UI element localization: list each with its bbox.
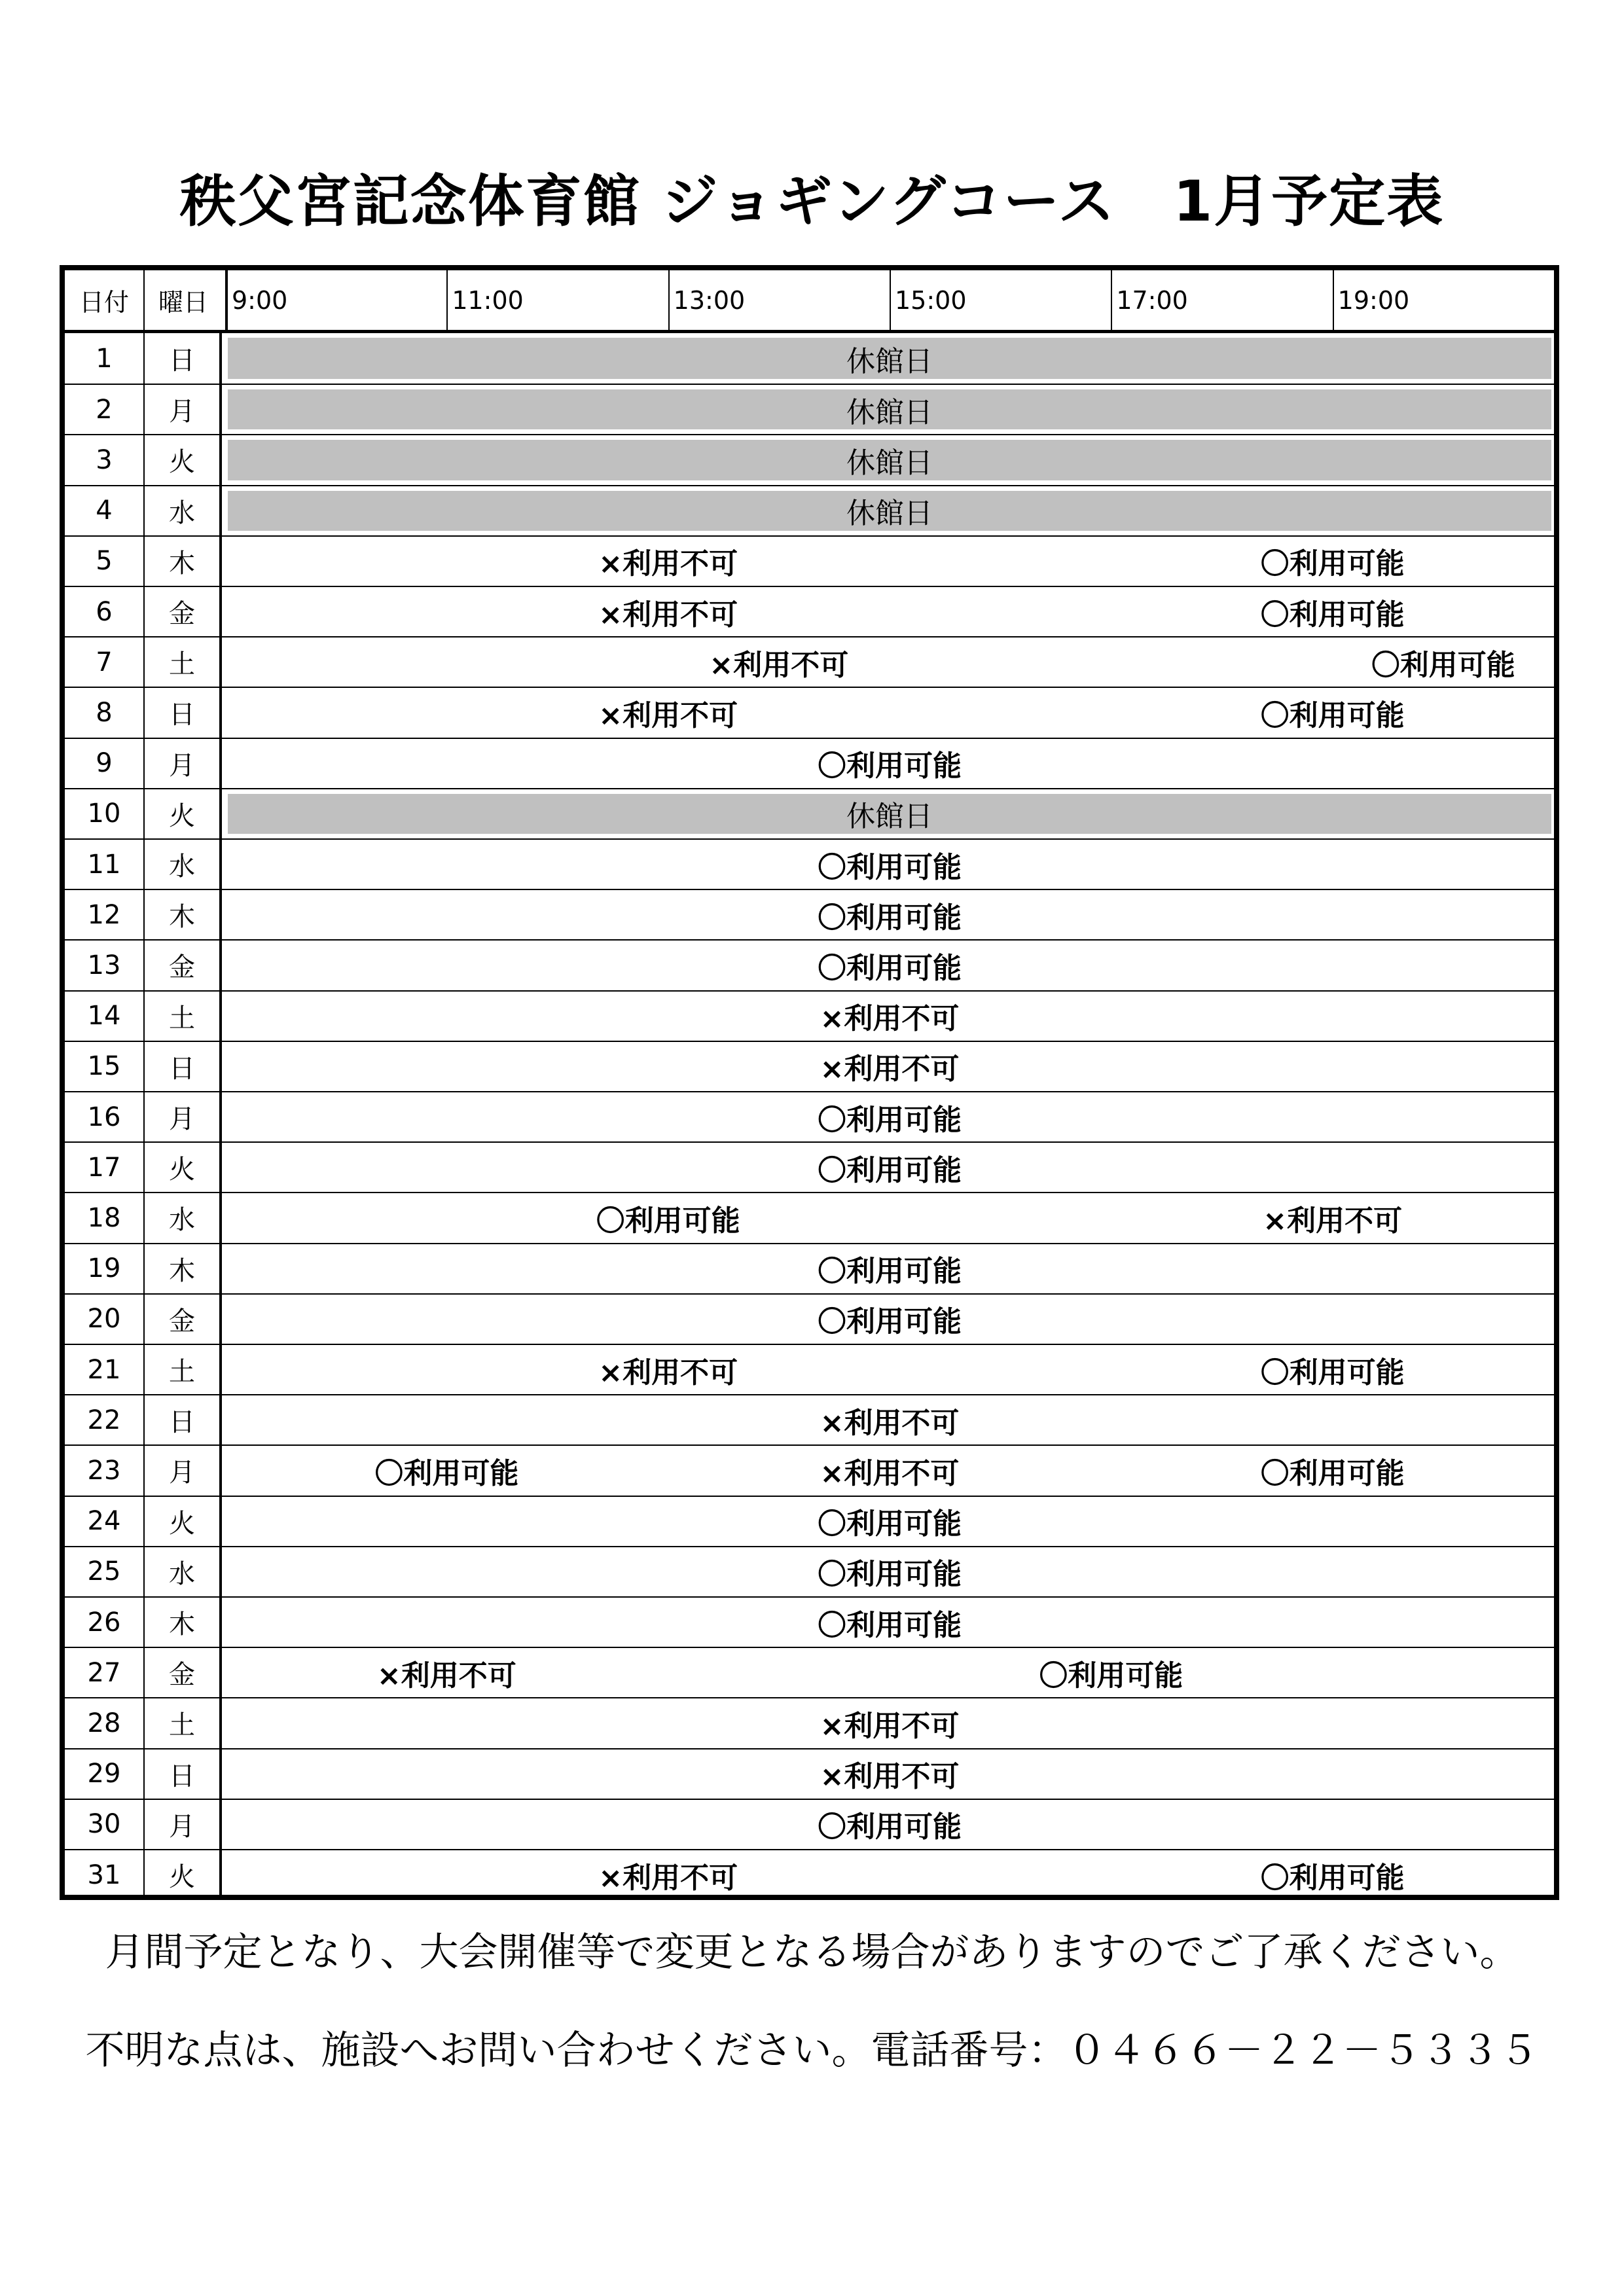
- table-row: [65, 1243, 1554, 1293]
- weekday-cell: 金: [143, 1648, 222, 1697]
- table-row: [65, 788, 1554, 838]
- weekday-cell: 日: [143, 1395, 222, 1444]
- date-cell: 4: [96, 495, 113, 526]
- table-row: [65, 1596, 1554, 1647]
- status-bar-unavailable: ×利用不可: [1263, 1204, 1403, 1238]
- time-tick-0: 9:00: [225, 270, 446, 330]
- table-row: [65, 1091, 1554, 1141]
- status-bar-available: 〇利用可能: [818, 951, 962, 985]
- weekday-cell: 火: [143, 1850, 222, 1899]
- weekday-cell: 土: [143, 1345, 222, 1394]
- date-cell: 27: [87, 1657, 121, 1688]
- status-bar-unavailable: ×利用不可: [820, 1760, 960, 1794]
- notice-schedule-change: 月間予定となり、大会開催等で変更となる場合がありますのでご了承ください。: [105, 1929, 1519, 1975]
- time-tick-4: 17:00: [1111, 270, 1332, 330]
- status-bar-unavailable: ×利用不可: [598, 698, 738, 732]
- date-cell: 15: [87, 1051, 121, 1082]
- status-bar-unavailable: ×利用不可: [820, 1052, 960, 1086]
- status-bar-available: 〇利用可能: [818, 1305, 962, 1339]
- status-bar-unavailable: ×利用不可: [709, 648, 849, 682]
- table-row: [65, 1192, 1554, 1242]
- weekday-cell: 月: [143, 739, 222, 788]
- date-cell: 22: [87, 1405, 121, 1435]
- weekday-cell: 土: [143, 1698, 222, 1748]
- date-cell: 1: [96, 343, 113, 374]
- table-row: [65, 1293, 1554, 1344]
- table-row: [65, 889, 1554, 939]
- status-bar-available: 〇利用可能: [1260, 1861, 1405, 1895]
- status-bar-available: 〇利用可能: [1260, 1456, 1405, 1490]
- weekday-cell: 水: [143, 840, 222, 889]
- status-bar-available: 〇利用可能: [1260, 547, 1405, 581]
- status-bar-available: 〇利用可能: [818, 1810, 962, 1844]
- status-bar-closed: 休館日: [228, 389, 1551, 429]
- table-row: [65, 1697, 1554, 1748]
- weekday-cell: 木: [143, 890, 222, 939]
- date-cell: 7: [96, 647, 113, 677]
- table-row: [65, 1496, 1554, 1546]
- table-row: [65, 1041, 1554, 1091]
- status-bar-available: 〇利用可能: [818, 749, 962, 783]
- status-bar-available: 〇利用可能: [374, 1456, 519, 1490]
- header-weekday: 曜日: [143, 270, 222, 330]
- weekday-cell: 水: [143, 1547, 222, 1596]
- status-bar-available: 〇利用可能: [818, 850, 962, 884]
- table-row: [65, 687, 1554, 737]
- weekday-cell: 火: [143, 435, 222, 484]
- table-row: [65, 586, 1554, 636]
- status-bar-available: 〇利用可能: [1371, 648, 1515, 682]
- status-bar-available: 〇利用可能: [818, 1255, 962, 1289]
- page-title: 秩父宮記念体育館 ジョギングコース 1月予定表: [179, 169, 1445, 234]
- status-bar-available: 〇利用可能: [596, 1204, 740, 1238]
- weekday-cell: 木: [143, 537, 222, 586]
- table-row: [65, 1141, 1554, 1192]
- date-cell: 31: [87, 1859, 121, 1890]
- table-row: [65, 838, 1554, 889]
- time-tick-1: 11:00: [446, 270, 668, 330]
- table-row: [65, 939, 1554, 990]
- weekday-cell: 木: [143, 1598, 222, 1647]
- header-date: 日付: [79, 288, 129, 317]
- time-tick-3: 15:00: [890, 270, 1111, 330]
- schedule-table: [60, 265, 1559, 1900]
- status-bar-available: 〇利用可能: [818, 1153, 962, 1187]
- date-cell: 25: [87, 1556, 121, 1587]
- date-cell: 16: [87, 1102, 121, 1132]
- date-cell: 3: [96, 444, 113, 475]
- table-row: [65, 1748, 1554, 1799]
- table-row: [65, 1344, 1554, 1394]
- table-row: [65, 1799, 1554, 1849]
- time-tick-2: 13:00: [668, 270, 890, 330]
- date-cell: 11: [87, 849, 121, 880]
- date-cell: 19: [87, 1253, 121, 1284]
- date-cell: 28: [87, 1708, 121, 1738]
- status-bar-unavailable: ×利用不可: [376, 1659, 516, 1693]
- weekday-cell: 月: [143, 385, 222, 434]
- weekday-cell: 月: [143, 1092, 222, 1141]
- weekday-cell: 月: [143, 1446, 222, 1495]
- status-bar-unavailable: ×利用不可: [820, 1406, 960, 1440]
- status-bar-closed: 休館日: [228, 491, 1551, 531]
- status-bar-available: 〇利用可能: [818, 1608, 962, 1642]
- table-row: [65, 1546, 1554, 1596]
- weekday-cell: 水: [143, 486, 222, 535]
- date-cell: 26: [87, 1607, 121, 1638]
- date-cell: 14: [87, 1001, 121, 1031]
- status-bar-available: 〇利用可能: [1260, 1355, 1405, 1390]
- date-cell: 20: [87, 1304, 121, 1335]
- weekday-cell: 土: [143, 992, 222, 1041]
- weekday-cell: 金: [143, 587, 222, 636]
- weekday-cell: 金: [143, 1295, 222, 1344]
- table-row: [65, 535, 1554, 586]
- table-row: [65, 1444, 1554, 1495]
- date-cell: 5: [96, 546, 113, 577]
- status-bar-unavailable: ×利用不可: [820, 1709, 960, 1743]
- table-row: [65, 636, 1554, 687]
- table-row: [65, 1849, 1554, 1899]
- status-bar-unavailable: ×利用不可: [598, 1355, 738, 1390]
- date-cell: 8: [96, 697, 113, 728]
- date-cell: 24: [87, 1506, 121, 1537]
- status-bar-closed: 休館日: [228, 794, 1551, 834]
- status-bar-available: 〇利用可能: [1260, 698, 1405, 732]
- weekday-cell: 日: [143, 333, 222, 384]
- weekday-cell: 火: [143, 789, 222, 838]
- weekday-cell: 土: [143, 637, 222, 687]
- weekday-cell: 水: [143, 1193, 222, 1242]
- weekday-cell: 火: [143, 1143, 222, 1192]
- date-cell: 10: [87, 798, 121, 829]
- status-bar-unavailable: ×利用不可: [598, 547, 738, 581]
- date-cell: 9: [96, 748, 113, 779]
- time-tick-5: 19:00: [1333, 270, 1554, 330]
- weekday-cell: 日: [143, 1749, 222, 1799]
- date-cell: 23: [87, 1455, 121, 1486]
- table-row: [65, 990, 1554, 1041]
- status-bar-unavailable: ×利用不可: [598, 598, 738, 632]
- table-row: [65, 434, 1554, 484]
- table-header: [65, 270, 1554, 333]
- status-bar-unavailable: ×利用不可: [820, 1002, 960, 1036]
- date-cell: 18: [87, 1202, 121, 1233]
- weekday-cell: 日: [143, 688, 222, 737]
- weekday-cell: 木: [143, 1244, 222, 1293]
- status-bar-available: 〇利用可能: [818, 1103, 962, 1137]
- weekday-cell: 日: [143, 1042, 222, 1091]
- date-cell: 17: [87, 1152, 121, 1183]
- weekday-cell: 火: [143, 1497, 222, 1546]
- date-cell: 2: [96, 394, 113, 425]
- status-bar-available: 〇利用可能: [818, 1507, 962, 1541]
- status-bar-closed: 休館日: [228, 338, 1551, 379]
- table-row: [65, 485, 1554, 535]
- weekday-cell: 月: [143, 1800, 222, 1849]
- date-cell: 30: [87, 1809, 121, 1840]
- status-bar-available: 〇利用可能: [1039, 1659, 1183, 1693]
- weekday-cell: 金: [143, 941, 222, 990]
- status-bar-available: 〇利用可能: [1260, 598, 1405, 632]
- date-cell: 6: [96, 596, 113, 627]
- date-cell: 13: [87, 950, 121, 980]
- date-cell: 29: [87, 1759, 121, 1789]
- table-row: [65, 333, 1554, 384]
- table-row: [65, 384, 1554, 434]
- status-bar-unavailable: ×利用不可: [598, 1861, 738, 1895]
- notice-contact: 不明な点は、施設へお問い合わせください。電話番号：０４６６－２２－５３３５: [85, 2028, 1539, 2073]
- date-cell: 12: [87, 899, 121, 930]
- table-row: [65, 1394, 1554, 1444]
- status-bar-closed: 休館日: [228, 440, 1551, 480]
- date-cell: 21: [87, 1354, 121, 1385]
- status-bar-unavailable: ×利用不可: [820, 1456, 960, 1490]
- table-row: [65, 738, 1554, 788]
- status-bar-available: 〇利用可能: [818, 901, 962, 935]
- table-row: [65, 1647, 1554, 1697]
- status-bar-available: 〇利用可能: [818, 1558, 962, 1592]
